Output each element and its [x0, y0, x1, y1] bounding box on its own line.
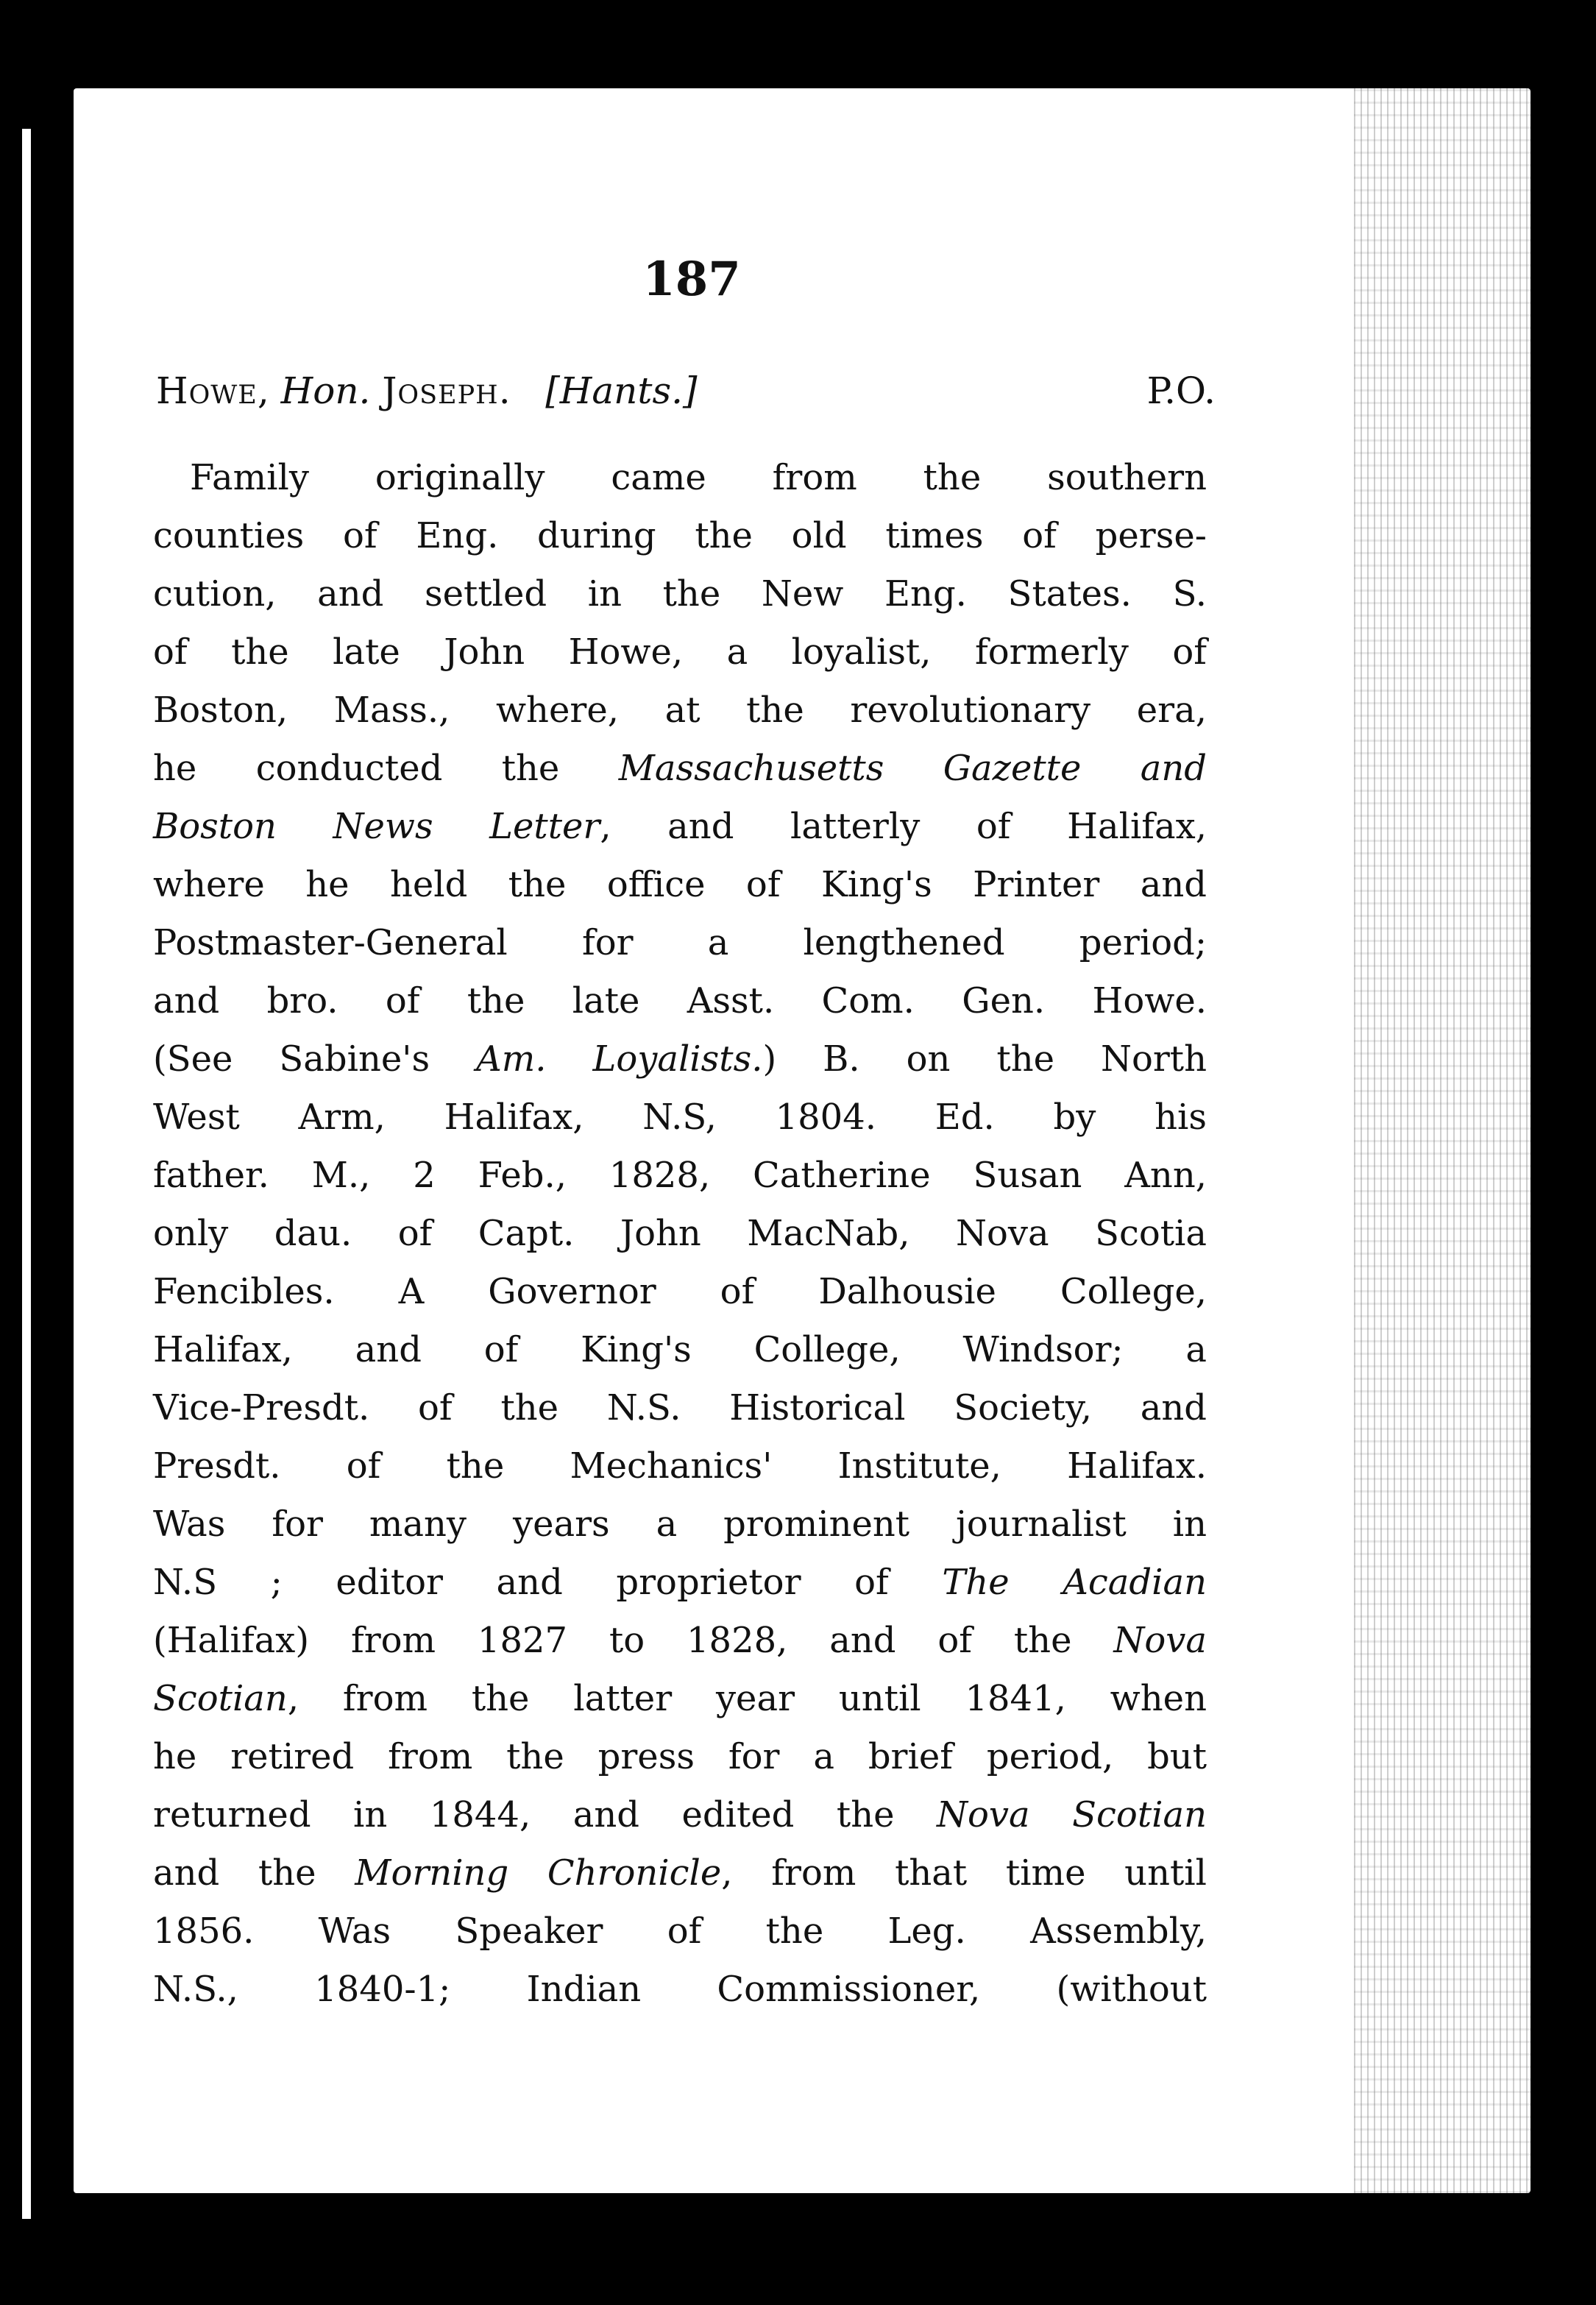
text-run: Fencibles. A Governor of Dalhousie College, — [153, 1271, 1207, 1312]
text-run: cution, and settled in the New Eng. States. S. — [153, 573, 1207, 615]
italic-text: Morning Chronicle — [355, 1852, 722, 1894]
text-run: (Halifax) from 1827 to 1828, and of the — [153, 1620, 1114, 1661]
text-run: Boston, Mass., where, at the revolutionary era, — [153, 690, 1207, 731]
text-line — [153, 1728, 1207, 1786]
text-line — [153, 1844, 1207, 1902]
text-line — [153, 856, 1207, 914]
text-line — [153, 798, 1207, 856]
text-line — [153, 1030, 1207, 1088]
text-line — [153, 740, 1207, 798]
text-run: he conducted the — [153, 748, 619, 789]
text-run: Vice-Presdt. of the N.S. Historical Society, and — [153, 1387, 1207, 1428]
text-line — [153, 565, 1207, 623]
entry-county: [Hants.] — [545, 369, 698, 412]
text-run: father. M., 2 Feb., 1828, Catherine Susan Ann, — [153, 1155, 1207, 1196]
text-run: Postmaster-General for a lengthened period; — [153, 922, 1207, 963]
running-head — [156, 369, 1216, 436]
italic-text: Scotian — [153, 1678, 288, 1719]
text-run: and bro. of the late Asst. Com. Gen. Howe. — [153, 980, 1207, 1022]
text-line — [153, 1437, 1207, 1495]
text-run: only dau. of Capt. John MacNab, Nova Scotia — [153, 1213, 1207, 1254]
text-line — [153, 1554, 1207, 1612]
italic-text: Nova — [1113, 1620, 1207, 1661]
text-run: counties of Eng. during the old times of perse- — [153, 515, 1207, 556]
text-line — [153, 1670, 1207, 1728]
italic-text: Nova Scotian — [937, 1794, 1207, 1835]
page-number: 187 — [642, 252, 741, 307]
text-run: where he held the office of King's Printer and — [153, 864, 1207, 905]
text-run: , from the latter year until 1841, when — [287, 1678, 1207, 1719]
text-run: West Arm, Halifax, N.S, 1804. Ed. by his — [153, 1097, 1207, 1138]
entry-office: P.O. — [1146, 369, 1216, 412]
text-line — [153, 1786, 1207, 1844]
text-run: , from that time until — [721, 1852, 1207, 1894]
text-run: Presdt. of the Mechanics' Institute, Halifax. — [153, 1445, 1207, 1487]
text-run: N.S., 1840-1; Indian Commissioner, (without — [153, 1969, 1207, 2010]
text-run: of the late John Howe, a loyalist, formerly of — [153, 631, 1207, 673]
text-run: and the — [153, 1852, 355, 1894]
entry-heading: Howe, Hon. Joseph. [Hants.] — [156, 369, 698, 412]
entry-body — [153, 449, 1207, 2019]
italic-text: Am. Loyalists. — [476, 1038, 763, 1080]
italic-text: Boston News Letter — [153, 806, 600, 847]
text-line — [153, 1321, 1207, 1379]
italic-text: Massachusetts Gazette and — [618, 748, 1207, 789]
page-shadow-left — [22, 129, 31, 2219]
page-edge-texture — [1354, 88, 1531, 2193]
book-page — [74, 88, 1531, 2193]
text-run: Family originally came from the southern — [190, 457, 1207, 498]
text-line — [153, 1902, 1207, 1961]
text-run: he retired from the press for a brief period, but — [153, 1736, 1207, 1777]
text-line — [153, 1379, 1207, 1437]
text-line — [153, 914, 1207, 972]
text-line — [153, 972, 1207, 1030]
text-line — [153, 623, 1207, 681]
italic-text: The Acadian — [942, 1562, 1207, 1603]
text-run: Was for many years a prominent journalist in — [153, 1504, 1207, 1545]
text-run: (See Sabine's — [153, 1038, 477, 1080]
text-run: N.S ; editor and proprietor of — [153, 1562, 943, 1603]
text-run: ) B. on the North — [762, 1038, 1207, 1080]
entry-honorific: Hon. — [280, 369, 371, 412]
text-line — [153, 1495, 1207, 1554]
entry-surname: Howe — [156, 369, 258, 412]
text-line — [153, 681, 1207, 740]
text-line — [153, 449, 1207, 507]
text-line — [153, 1205, 1207, 1263]
text-line — [153, 1088, 1207, 1147]
text-line — [153, 507, 1207, 565]
text-run: Halifax, and of King's College, Windsor; a — [153, 1329, 1207, 1370]
text-run: 1856. Was Speaker of the Leg. Assembly, — [153, 1911, 1207, 1952]
text-run: , and latterly of Halifax, — [600, 806, 1207, 847]
text-line — [153, 1961, 1207, 2019]
text-line — [153, 1612, 1207, 1670]
text-run: returned in 1844, and edited the — [153, 1794, 937, 1835]
text-line — [153, 1147, 1207, 1205]
entry-given-name: Joseph — [382, 369, 499, 412]
text-line — [153, 1263, 1207, 1321]
